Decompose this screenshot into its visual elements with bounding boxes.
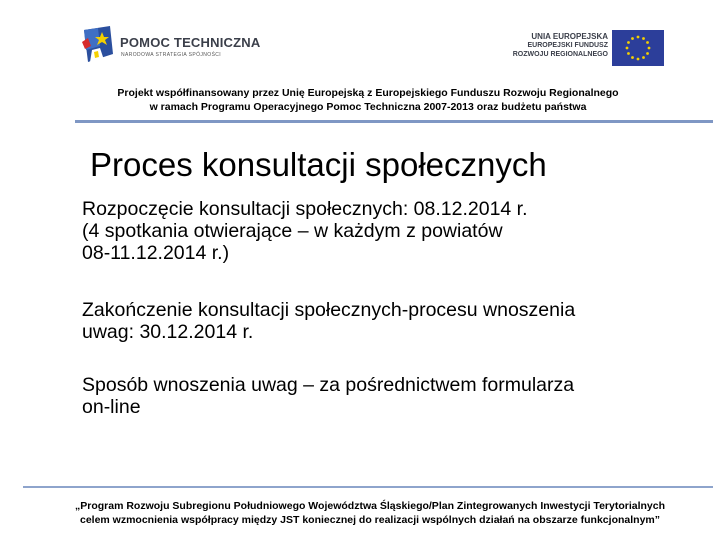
eu-logo-line1: UNIA EUROPEJSKA [531, 32, 608, 41]
footer-line-2: celem wzmocnienia współpracy między JST koniecznej do realizacji wspólnych działań na obszarze funkcjonalnym” [79, 514, 660, 526]
cofinancing-header [0, 86, 720, 114]
eu-logo-line2: EUROPEJSKI FUNDUSZ [527, 42, 608, 49]
paragraph-line: uwag: 30.12.2014 r. [82, 321, 254, 343]
eu-star-icon [637, 58, 640, 61]
eu-star-icon [646, 52, 649, 55]
footer-line-1: „Program Rozwoju Subregionu Południowego Województwa Śląskiego/Plan Zintegrowanych Inwestycji Terytorialnych [74, 500, 666, 512]
paragraph-line: (4 spotkania otwierające – w każdym z powiatów [82, 220, 503, 242]
paragraph-end-date [82, 299, 575, 343]
eu-star-icon [631, 56, 634, 59]
header-line-1: Projekt współfinansowany przez Unię Europejską z Europejskiego Funduszu Rozwoju Regionalnego [117, 87, 619, 99]
paragraph-line: Sposób wnoszenia uwag – za pośrednictwem formularza [82, 374, 575, 396]
pomoc-techniczna-logo [80, 24, 261, 68]
eu-star-icon [631, 37, 634, 40]
eu-flag-icon [612, 30, 664, 66]
footer-divider [23, 486, 713, 488]
eu-logo-line3: ROZWOJU REGIONALNEGO [512, 51, 608, 58]
paragraph-line: 08-11.12.2014 r.) [82, 242, 230, 264]
cohesion-strategy-emblem-icon [80, 24, 116, 64]
eu-star-icon [627, 52, 630, 55]
paragraph-line: on-line [82, 396, 141, 418]
paragraph-line: Zakończenie konsultacji społecznych-procesu wnoszenia [82, 299, 576, 321]
paragraph-line: Rozpoczęcie konsultacji społecznych: 08.12.2014 r. [82, 198, 528, 220]
eu-star-icon [626, 47, 629, 50]
eu-star-icon [627, 41, 630, 44]
logo-left-title: POMOC TECHNICZNA [120, 35, 261, 50]
eu-logo-text [508, 32, 608, 59]
header-line-2: w ramach Programu Operacyjnego Pomoc Techniczna 2007-2013 oraz budżetu państwa [149, 101, 587, 113]
eu-star-icon [646, 41, 649, 44]
eu-star-icon [642, 37, 645, 40]
eu-star-icon [648, 47, 651, 50]
paragraph-start-date [82, 198, 528, 264]
header-divider [75, 120, 713, 123]
paragraph-submission-method [82, 374, 574, 418]
eu-star-icon [637, 36, 640, 39]
logo-left-subtitle: NARODOWA STRATEGIA SPÓJNOŚCI [121, 52, 222, 58]
eu-logo [508, 30, 664, 68]
program-footer [0, 499, 720, 527]
eu-star-icon [642, 56, 645, 59]
slide-title: Proces konsultacji społecznych [90, 146, 547, 183]
